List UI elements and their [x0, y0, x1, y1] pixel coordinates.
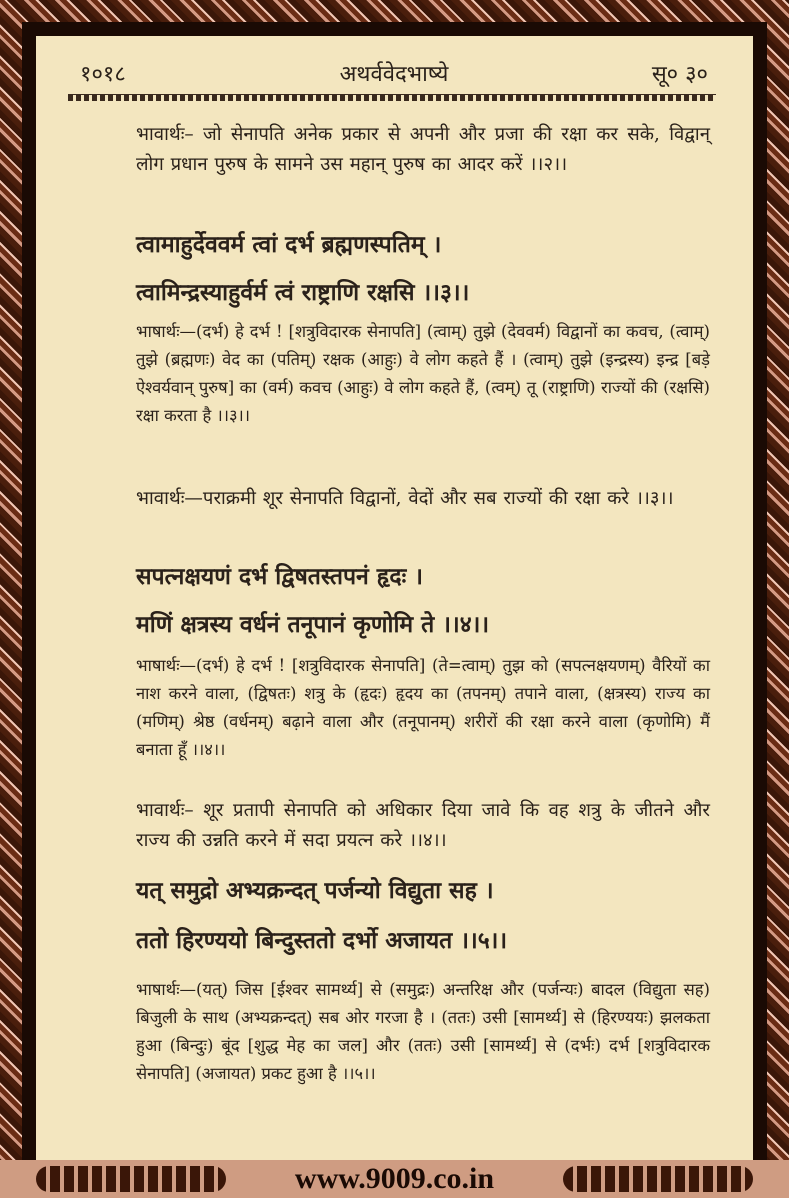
- bhashya-3: भाषार्थः—(दर्भ) हे दर्भ ! [शत्रुविदारक सेनापति] (त्वाम्) तुझे (देववर्म) विद्वानों का कवच, (त्वाम्) तुझे (ब्रह्मणः) वेद का (पतिम्) रक्षक (आहुः) वे लोग कहते हैं । (त्वाम्) तुझे (इन्द्रस्य) इन्द्र [बड़े ऐश्वर्यवान् पुरुष] का (वर्म) कवच (आहुः) वे लोग कहते हैं, (त्वम्) तू (राष्ट्राणि) राज्यों की (रक्षसि) रक्षा करता है ।।३।।: [136, 322, 710, 425]
- mantra-4-line-2: मणिं क्षत्रस्य वर्धनं तनूपानं कृणोमि ते ।।४।।: [136, 611, 490, 638]
- book-page: [36, 36, 753, 1160]
- bhashya-4: भाषार्थः—(दर्भ) हे दर्भ ! [शत्रुविदारक सेनापति] (ते=त्वाम्) तुझ को (सपत्नक्षयणम्) वैरियों का नाश करने वाला, (द्विषतः) शत्रु के (हृदः) हृदय का (तपनम्) तपाने वाला, (क्षत्रस्य) राज्य का (मणिम्) श्रेष्ठ (वर्धनम्) बढ़ाने वाला और (तनूपानम्) शरीरों की रक्षा करने वाला (कृणोमि) मैं बनाता हूँ ।।४।।: [136, 656, 710, 759]
- running-title: अथर्ववेदभाष्ये: [339, 62, 449, 87]
- mantra-3-line-2: त्वामिन्द्रस्याहुर्वर्म त्वं राष्ट्राणि रक्षसि ।।३।।: [136, 279, 470, 306]
- bhashya-5: भाषार्थः—(यत्) जिस [ईश्वर सामर्थ्य] से (समुद्रः) अन्तरिक्ष और (पर्जन्यः) बादल (विद्युता सह) बिजुली के साथ (अभ्यक्रन्दत्) सब ओर गरजा है । (ततः) उसी [सामर्थ्य] से (हिरण्ययः) झलकता हुआ (बिन्दुः) बूंद [शुद्ध मेह का जल] और (ततः) उसी [सामर्थ्य] से (दर्भः) दर्भ [शत्रुविदारक सेनापति] (अजायत) प्रकट हुआ है ।।५।।: [136, 980, 710, 1083]
- bhavarth-4: भावार्थः– शूर प्रतापी सेनापति को अधिकार दिया जावे कि वह शत्रु के जीतने और राज्य की उन्नति करने में सदा प्रयत्न करे ।।४।।: [136, 800, 710, 851]
- site-url-footer: www.9009.co.in: [0, 1160, 789, 1198]
- mantra-5-line-2: ततो हिरण्ययो बिन्दुस्ततो दर्भो अजायत ।।५।।: [136, 927, 508, 954]
- mantra-5-line-1: यत् समुद्रो अभ्यक्रन्दत् पर्जन्यो विद्युता सह ।: [136, 877, 494, 904]
- header-rule: [68, 94, 716, 101]
- bhavarth-2: भावार्थः– जो सेनापति अनेक प्रकार से अपनी और प्रजा की रक्षा कर सके, विद्वान् लोग प्रधान पुरुष के सामने उस महान् पुरुष का आदर करें ।।२।।: [136, 124, 710, 175]
- footer-ornament-right: [563, 1166, 753, 1192]
- sukta-number: सू० ३०: [651, 62, 708, 87]
- footer-ornament-left: [36, 1166, 226, 1192]
- mantra-4-line-1: सपत्नक्षयणं दर्भ द्विषतस्तपनं हृदः ।: [136, 563, 424, 590]
- page-number: १०१८: [80, 62, 126, 87]
- mantra-3-line-1: त्वामाहुर्देववर्म त्वां दर्भ ब्रह्मणस्पतिम् ।: [136, 231, 442, 258]
- page-header: [80, 58, 708, 88]
- bhavarth-3: भावार्थः—पराक्रमी शूर सेनापति विद्वानों, वेदों और सब राज्यों की रक्षा करे ।।३।।: [136, 488, 674, 509]
